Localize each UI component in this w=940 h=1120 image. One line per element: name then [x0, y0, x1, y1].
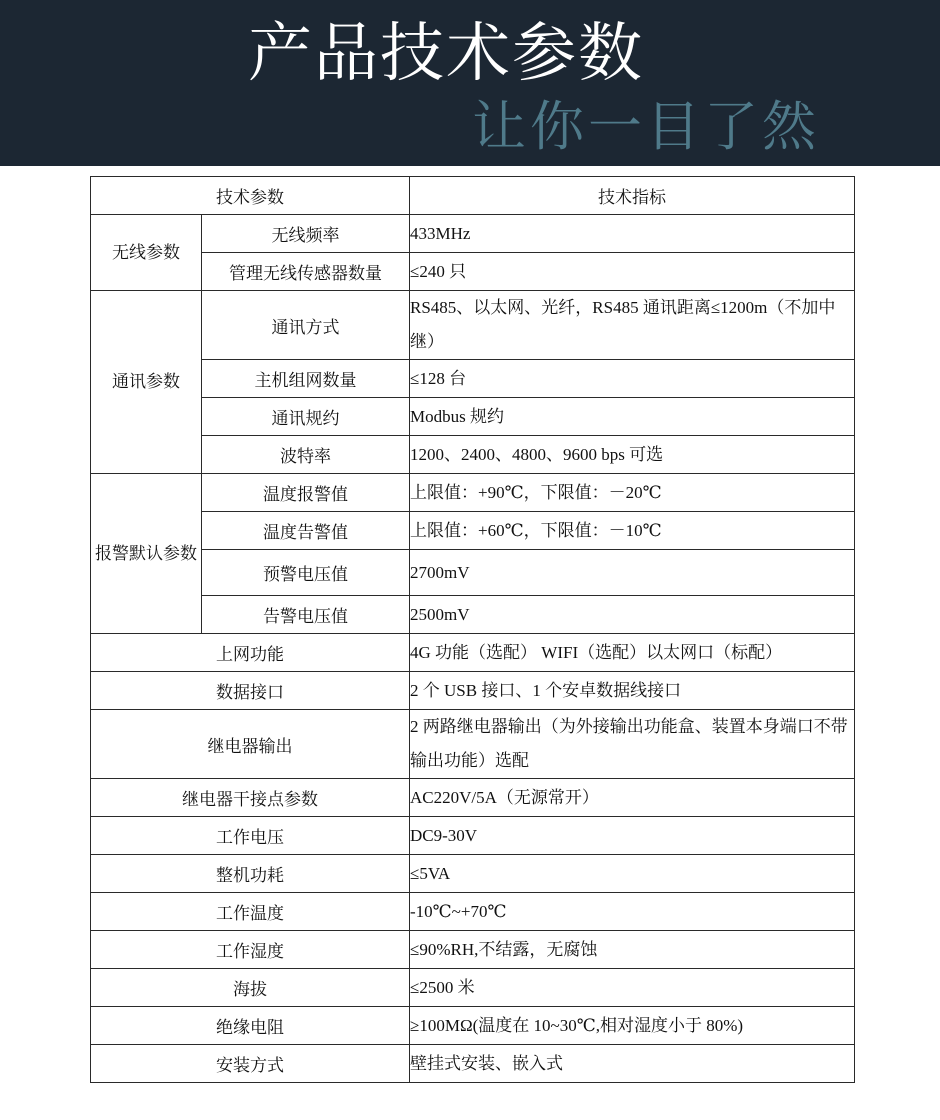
param-name: 主机组网数量	[202, 360, 410, 398]
table-row	[91, 817, 855, 855]
param-value: 2700mV	[410, 550, 855, 596]
param-name: 通讯方式	[202, 291, 410, 360]
page-subtitle: 让你一目了然	[472, 95, 820, 158]
table-row	[91, 436, 855, 474]
table-row	[91, 710, 855, 779]
param-name: 通讯规约	[202, 398, 410, 436]
param-name: 数据接口	[91, 672, 410, 710]
table-row	[91, 672, 855, 710]
table-row	[91, 253, 855, 291]
param-value: ≥100MΩ(温度在 10~30℃,相对湿度小于 80%)	[410, 1007, 855, 1045]
table-row	[91, 596, 855, 634]
table-row	[91, 512, 855, 550]
param-value: ≤90%RH,不结露，无腐蚀	[410, 931, 855, 969]
param-value: ≤2500 米	[410, 969, 855, 1007]
param-value: 1200、2400、4800、9600 bps 可选	[410, 436, 855, 474]
param-name: 工作湿度	[91, 931, 410, 969]
group-label: 报警默认参数	[91, 474, 202, 634]
param-value: 4G 功能（选配） WIFI（选配）以太网口（标配）	[410, 634, 855, 672]
spec-table	[90, 176, 855, 1083]
table-row	[91, 215, 855, 253]
param-value: 2500mV	[410, 596, 855, 634]
table-row	[91, 893, 855, 931]
param-value: AC220V/5A（无源常开）	[410, 779, 855, 817]
param-name: 整机功耗	[91, 855, 410, 893]
param-value: ≤128 台	[410, 360, 855, 398]
param-value: 壁挂式安装、嵌入式	[410, 1045, 855, 1083]
param-name: 继电器输出	[91, 710, 410, 779]
page-title: 产品技术参数	[248, 17, 644, 91]
param-value: 上限值：+90℃，下限值：－20℃	[410, 474, 855, 512]
table-row	[91, 931, 855, 969]
table-row	[91, 550, 855, 596]
table-row	[91, 855, 855, 893]
group-label: 无线参数	[91, 215, 202, 291]
table-row	[91, 969, 855, 1007]
param-value: 433MHz	[410, 215, 855, 253]
param-value: Modbus 规约	[410, 398, 855, 436]
table-row	[91, 291, 855, 360]
param-name: 工作温度	[91, 893, 410, 931]
table-row	[91, 360, 855, 398]
param-name: 绝缘电阻	[91, 1007, 410, 1045]
param-name: 无线频率	[202, 215, 410, 253]
param-name: 温度报警值	[202, 474, 410, 512]
param-name: 管理无线传感器数量	[202, 253, 410, 291]
param-value: -10℃~+70℃	[410, 893, 855, 931]
table-row	[91, 398, 855, 436]
param-name: 工作电压	[91, 817, 410, 855]
param-value: RS485、以太网、光纤，RS485 通讯距离≤1200m（不加中继）	[410, 291, 855, 360]
param-name: 海拔	[91, 969, 410, 1007]
table-row	[91, 634, 855, 672]
param-name: 上网功能	[91, 634, 410, 672]
param-name: 预警电压值	[202, 550, 410, 596]
group-label: 通讯参数	[91, 291, 202, 474]
param-value: DC9-30V	[410, 817, 855, 855]
column-header-spec: 技术指标	[410, 177, 855, 215]
param-value: ≤5VA	[410, 855, 855, 893]
param-name: 继电器干接点参数	[91, 779, 410, 817]
header-banner	[0, 0, 940, 166]
table-row	[91, 474, 855, 512]
table-row	[91, 779, 855, 817]
param-name: 安装方式	[91, 1045, 410, 1083]
param-name: 波特率	[202, 436, 410, 474]
table-row	[91, 1007, 855, 1045]
param-value: 2 两路继电器输出（为外接输出功能盒、装置本身端口不带输出功能）选配	[410, 710, 855, 779]
param-value: 上限值：+60℃，下限值：－10℃	[410, 512, 855, 550]
column-header-param: 技术参数	[91, 177, 410, 215]
param-name: 温度告警值	[202, 512, 410, 550]
param-value: 2 个 USB 接口、1 个安卓数据线接口	[410, 672, 855, 710]
param-name: 告警电压值	[202, 596, 410, 634]
param-value: ≤240 只	[410, 253, 855, 291]
table-header-row	[91, 177, 855, 215]
table-row	[91, 1045, 855, 1083]
